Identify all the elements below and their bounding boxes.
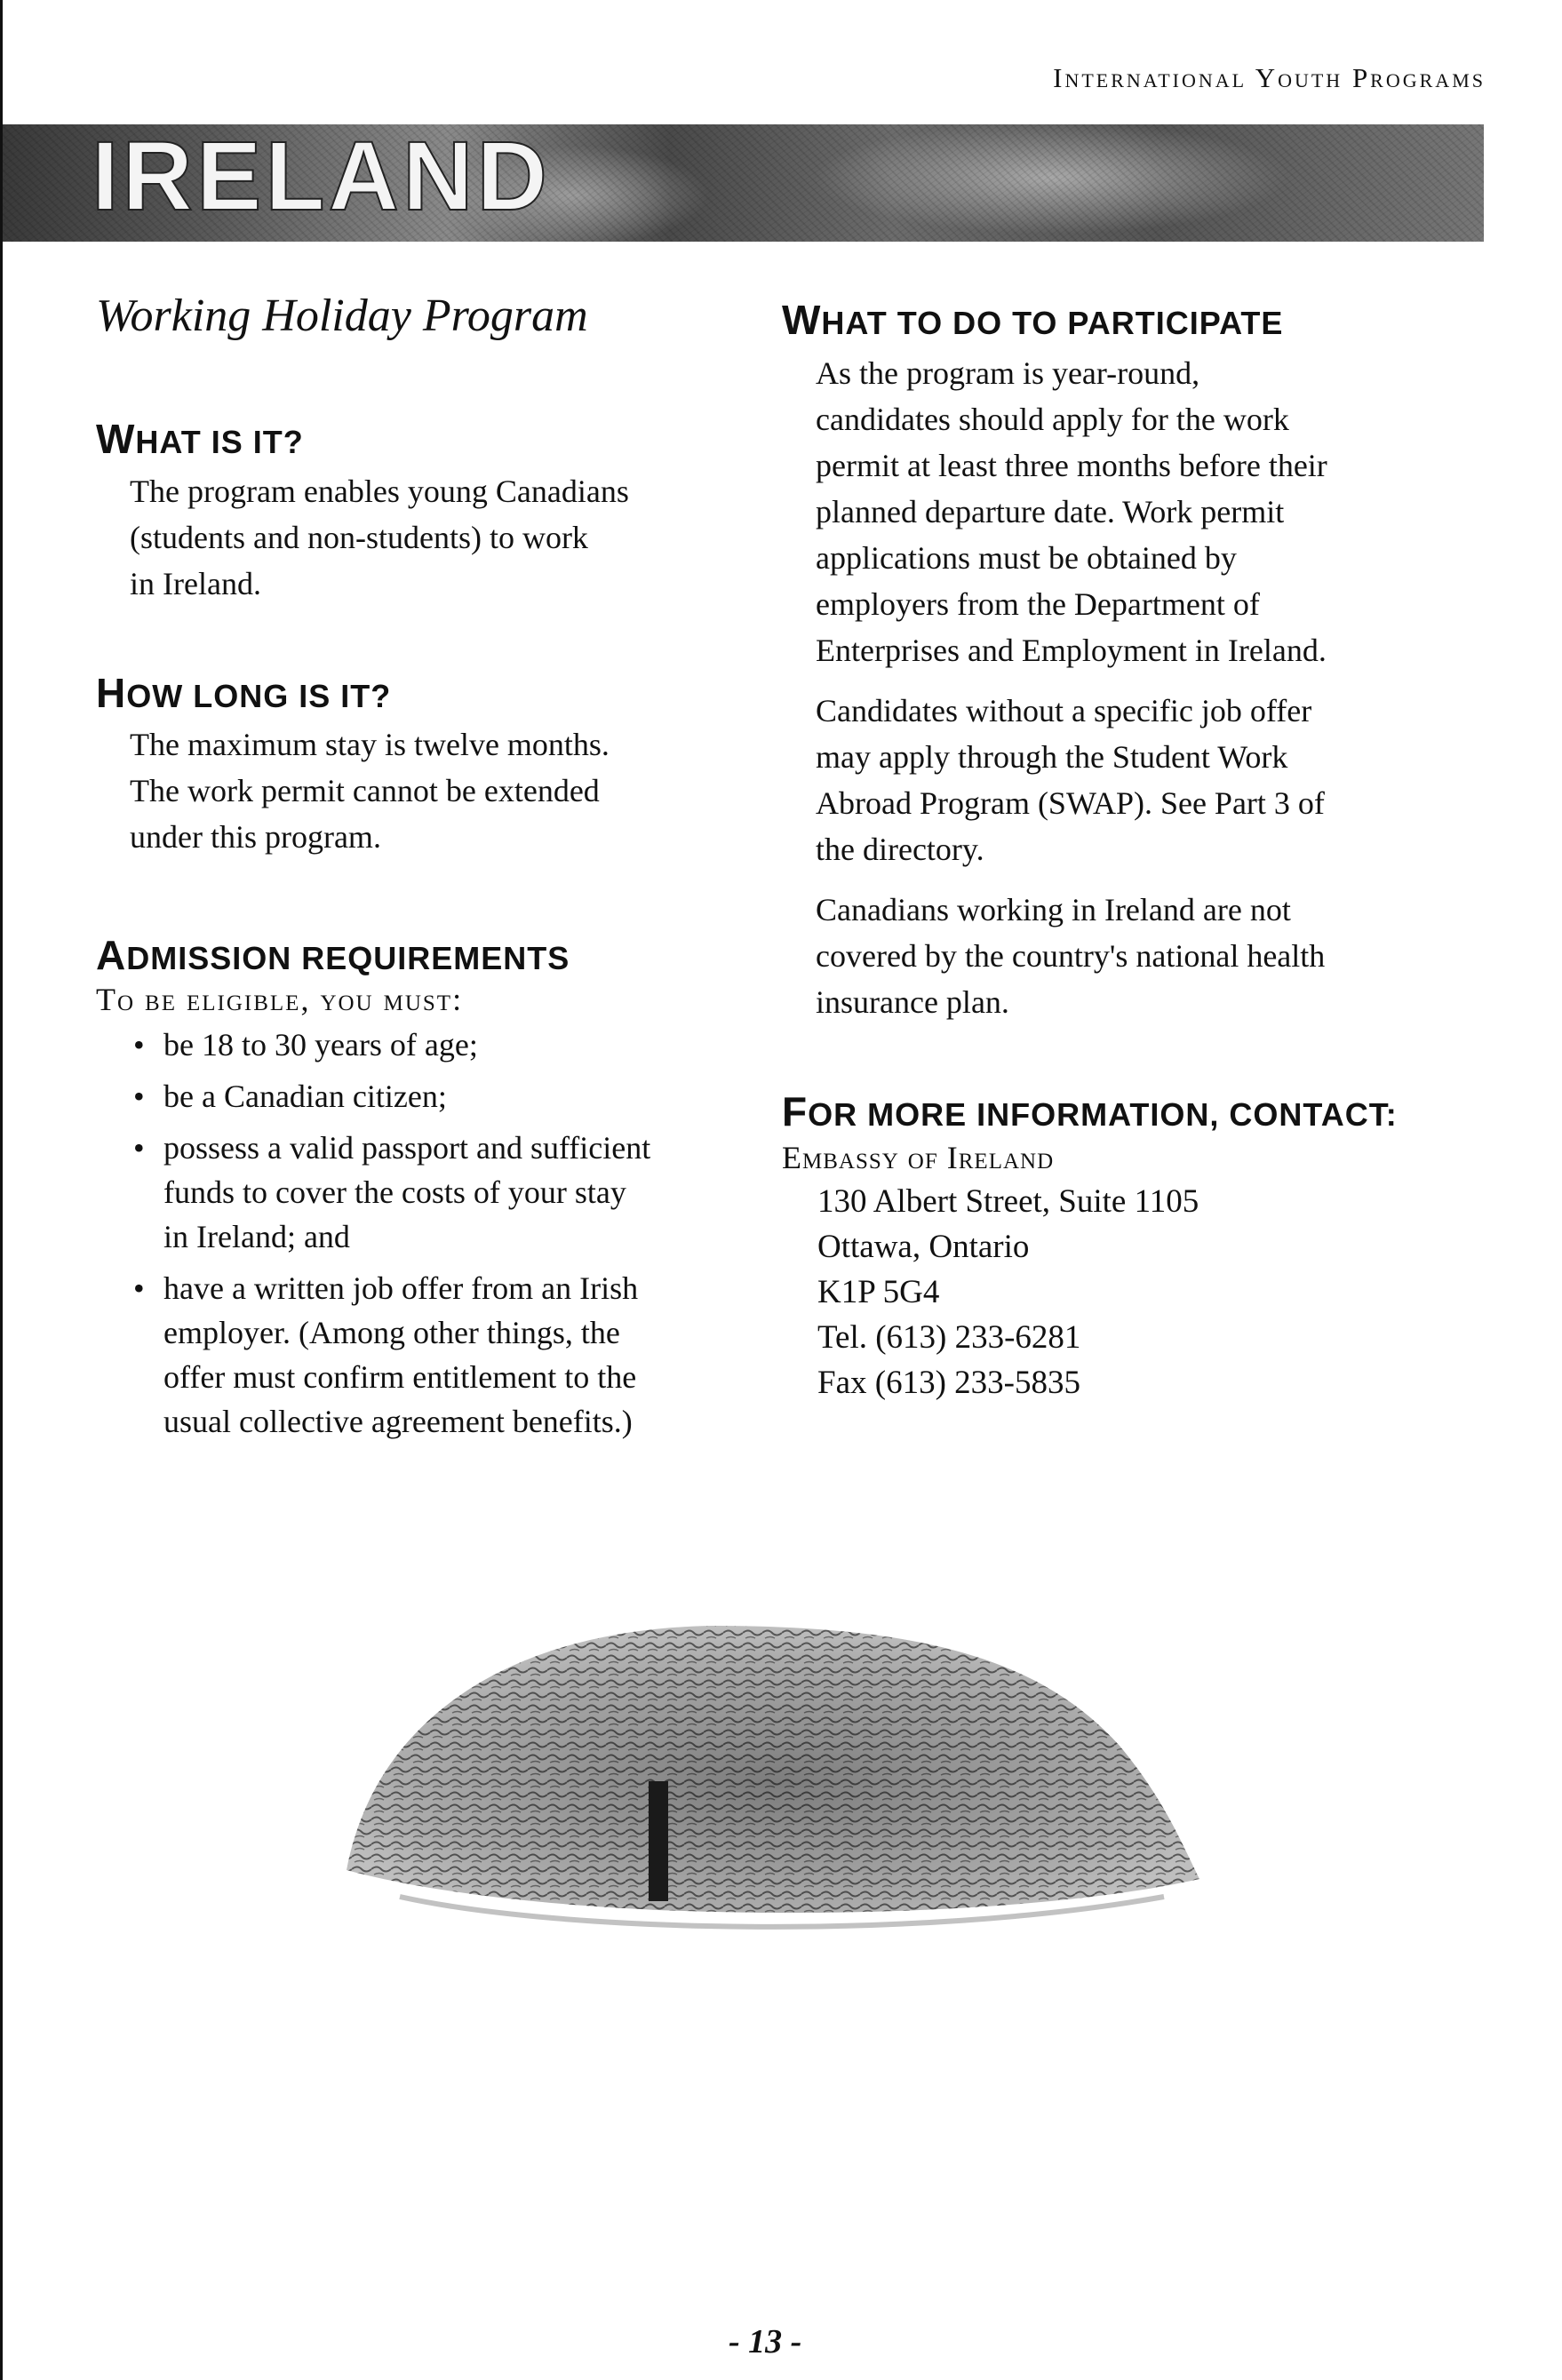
banner-title: IRELAND — [92, 124, 551, 231]
how-long-body — [130, 721, 753, 860]
text-line: (students and non-students) to work — [130, 519, 588, 555]
text-line: Canadians working in Ireland are not — [816, 892, 1291, 928]
text-line: Candidates without a specific job offer — [816, 693, 1312, 729]
text-line: The work permit cannot be extended — [130, 772, 600, 808]
text-line: applications must be obtained by — [816, 540, 1237, 577]
list-item: • possess a valid passport and sufficient funds to cover the costs of your stay in Ireland; and — [133, 1129, 651, 1254]
text-line: planned departure date. Work permit — [816, 494, 1285, 530]
text-line: permit at least three months before their — [816, 448, 1327, 484]
text-line: The program enables young Canadians — [130, 473, 629, 509]
requirements-list — [96, 1023, 753, 1444]
text-line: Abroad Program (SWAP). See Part 3 of — [816, 785, 1325, 822]
text-line: under this program. — [130, 818, 381, 855]
text-line: covered by the country's national health — [816, 938, 1326, 975]
what-is-it-body — [130, 468, 753, 607]
text-line: insurance plan. — [816, 984, 1009, 1021]
contact-organization: Embassy of Ireland — [782, 1140, 1055, 1176]
how-long-heading: HOW LONG IS IT? — [96, 669, 392, 716]
left-column — [96, 289, 753, 1451]
running-header: International Youth Programs — [1053, 62, 1486, 93]
eligibility-subheading: To be eligible, you must: — [96, 981, 464, 1017]
contact-heading: FOR MORE INFORMATION, CONTACT: — [782, 1088, 1398, 1135]
text-line: may apply through the Student Work — [816, 739, 1288, 776]
text-line: employers from the Department of — [816, 586, 1260, 623]
right-column — [782, 289, 1493, 1405]
admission-heading: ADMISSION REQUIREMENTS — [96, 931, 570, 978]
text-line: Enterprises and Employment in Ireland. — [816, 633, 1327, 669]
contact-address-line: Ottawa, Ontario — [817, 1229, 1030, 1266]
page-number: - 13 - — [729, 2323, 802, 2360]
contact-address-line: 130 Albert Street, Suite 1105 — [817, 1183, 1199, 1221]
program-title: Working Holiday Program — [96, 291, 588, 341]
list-item: • be 18 to 30 years of age; — [133, 1026, 478, 1063]
door-opening — [649, 1781, 668, 1901]
contact-fax: Fax (613) 233-5835 — [817, 1365, 1080, 1402]
text-line: As the program is year-round, — [816, 355, 1200, 392]
list-item: • have a written job offer from an Irish employer. (Among other things, the offer must confirm entitlement to the usual collective agreement benefits.) — [133, 1270, 639, 1439]
text-line: in Ireland. — [130, 565, 261, 601]
text-line: The maximum stay is twelve months. — [130, 726, 610, 762]
what-is-it-heading: WHAT IS IT? — [96, 416, 304, 463]
participate-body — [816, 350, 1493, 1025]
text-line: the directory. — [816, 832, 984, 868]
page-left-rule — [0, 0, 3, 2380]
participate-heading: WHAT TO DO TO PARTICIPATE — [782, 297, 1284, 343]
text-line: candidates should apply for the work — [816, 402, 1289, 438]
stone-hut-photo — [293, 1577, 1226, 1968]
contact-phone: Tel. (613) 233-6281 — [817, 1319, 1081, 1357]
list-item: • be a Canadian citizen; — [133, 1078, 447, 1114]
contact-address-line: K1P 5G4 — [817, 1274, 940, 1311]
country-banner — [3, 124, 1484, 242]
